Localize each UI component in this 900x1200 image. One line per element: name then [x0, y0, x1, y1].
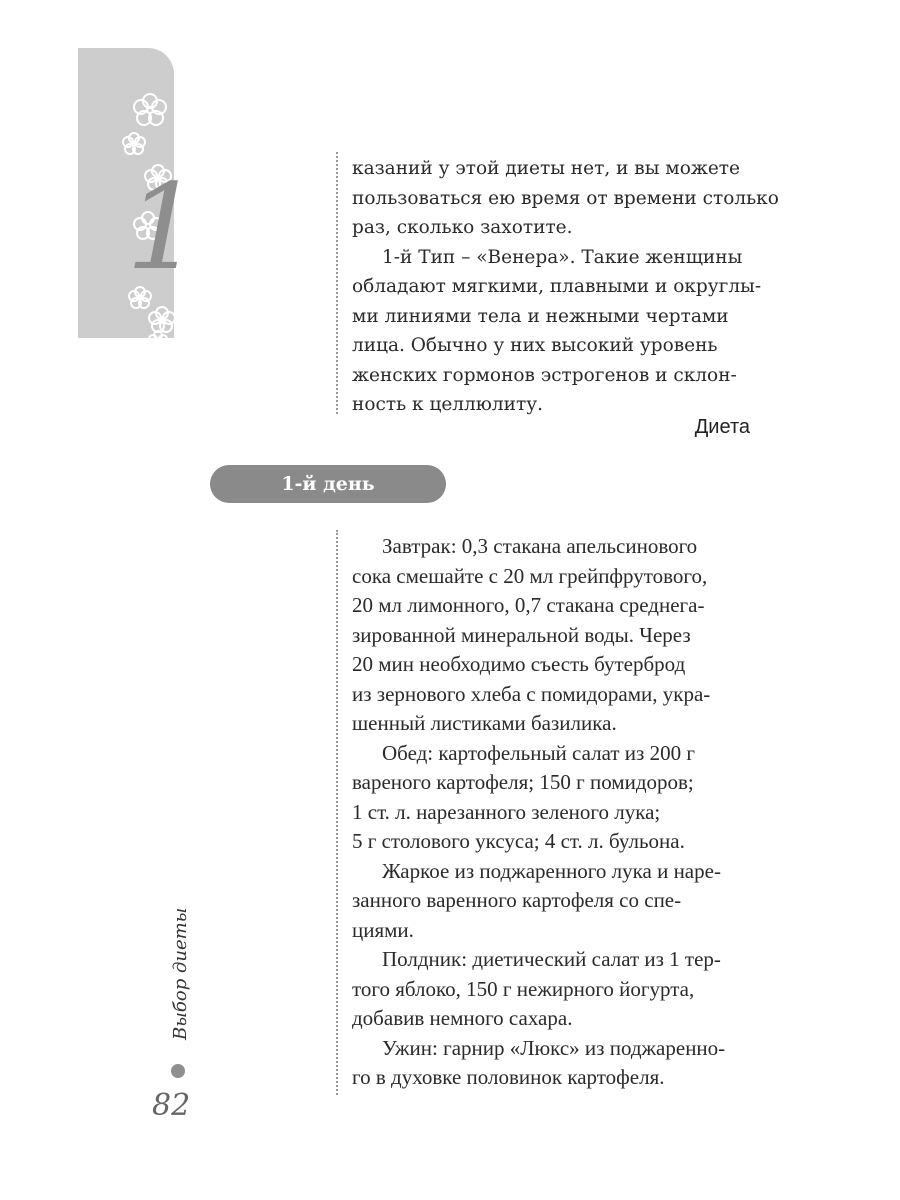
text-line: 20 мл лимонного, 0,7 стакана среднега- [352, 593, 705, 617]
text-line: сока смешайте с 20 мл грейпфрутового, [352, 563, 708, 588]
menu-text [352, 532, 725, 1093]
text-line: из зернового хлеба с помидорами, укра- [352, 681, 711, 706]
text-line: того яблоко, 150 г нежирного йогурта, [352, 976, 695, 1001]
text-line: ность к целлюлиту. [352, 394, 543, 415]
text-line: циями. [352, 917, 414, 942]
text-line: казаний у этой диеты нет, и вы можете [352, 158, 740, 179]
dotted-rule-top [336, 152, 338, 414]
text-line: вареного картофеля; 150 г помидоров; [352, 770, 694, 794]
bullet-dot-icon [171, 1064, 185, 1078]
text-line: пользоваться ею время от времени столько [352, 187, 779, 209]
text-line: женских гормонов эстрогенов и склон- [352, 364, 737, 386]
text-line: 20 мин необходимо съесть бутерброд [352, 652, 686, 676]
text-line: ми линиями тела и нежными чертами [352, 305, 729, 327]
dotted-rule-bottom [336, 530, 338, 1095]
text-line: 1-й Тип – «Венера». Такие женщины [382, 246, 743, 268]
text-line: раз, сколько захотите. [352, 217, 573, 238]
text-line: Завтрак: 0,3 стакана апельсинового [382, 534, 698, 558]
section-caption: Диета [694, 416, 750, 438]
chapter-number: 1 [126, 158, 202, 296]
page-number: 82 [152, 1088, 191, 1123]
intro-text [352, 154, 779, 420]
text-line: Ужин: гарнир «Люкс» из поджаренно- [382, 1035, 726, 1060]
text-line: шенный листиками базилика. [352, 711, 617, 735]
text-line: лица. Обычно у них высокий уровень [352, 335, 718, 356]
running-head: Выбор диеты [170, 907, 191, 1040]
text-line: 5 г столового уксуса; 4 ст. л. бульона. [352, 829, 685, 853]
text-line: добавив немного сахара. [352, 1006, 573, 1030]
text-line: занного варенного картофеля со спе- [352, 888, 682, 912]
text-line: Жаркое из поджаренного лука и наре- [382, 858, 721, 883]
text-line: Обед: картофельный салат из 200 г [382, 740, 695, 765]
text-line: обладают мягкими, плавными и округлы- [352, 276, 762, 297]
text-line: го в духовке половинок картофеля. [352, 1065, 665, 1089]
text-line: Полдник: диетический салат из 1 тер- [382, 947, 721, 971]
text-line: зированной минеральной воды. Через [352, 622, 691, 647]
text-line: 1 ст. л. нарезанного зеленого лука; [352, 799, 661, 824]
day-heading: 1-й день [210, 465, 446, 503]
